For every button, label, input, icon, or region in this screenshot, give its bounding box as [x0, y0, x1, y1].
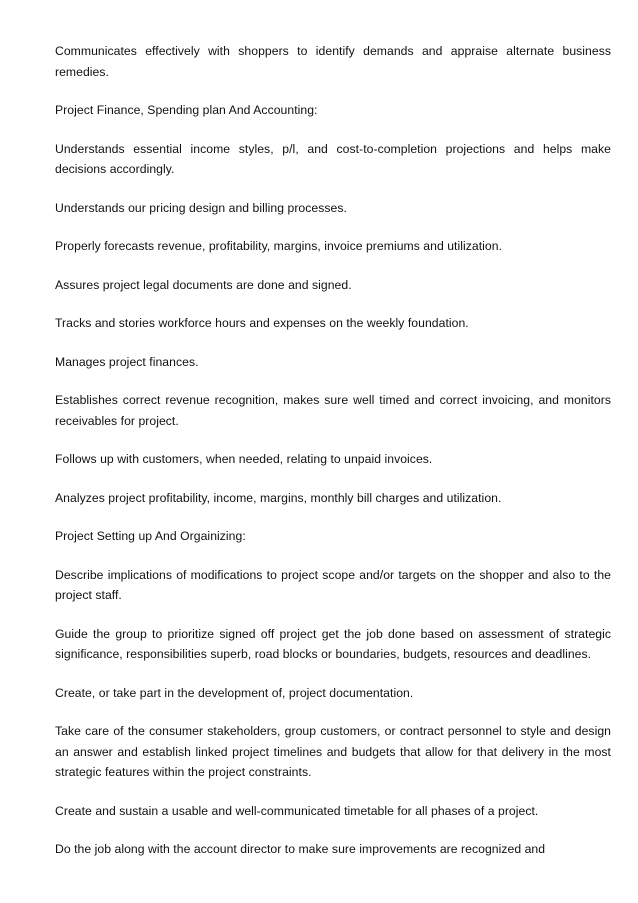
paragraph: Describe implications of modifications to project scope and/or targets on the shopper and also to the project staff.: [55, 567, 611, 602]
paragraph: Take care of the consumer stakeholders, group customers, or contract personnel to style and design an answer and establish linked project timelines and budgets that allow for that delivery in the most strategic features within the project constraints.: [55, 724, 611, 779]
paragraph: Create, or take part in the development of, project documentation.: [55, 685, 414, 700]
paragraph: Assures project legal documents are done and signed.: [55, 277, 352, 292]
paragraph: Do the job along with the account director to make sure improvements are recognized and: [55, 842, 546, 856]
paragraph: Properly forecasts revenue, profitability, margins, invoice premiums and utilization.: [55, 239, 503, 253]
paragraph: Follows up with customers, when needed, relating to unpaid invoices.: [55, 452, 433, 466]
paragraph: Understands our pricing design and billing processes.: [55, 200, 347, 215]
paragraph: Establishes correct revenue recognition, makes sure well timed and correct invoicing, and monitors receivables for project.: [55, 393, 611, 428]
paragraph: Communicates effectively with shoppers to identify demands and appraise alternate business remedies.: [55, 44, 611, 79]
paragraph: Create and sustain a usable and well-communicated timetable for all phases of a project.: [55, 803, 539, 818]
paragraph: Tracks and stories workforce hours and expenses on the weekly foundation.: [55, 316, 469, 330]
paragraph: Understands essential income styles, p/l, and cost-to-completion projections and helps make decisions accordingly.: [55, 141, 611, 176]
paragraph: Analyzes project profitability, income, margins, monthly bill charges and utilization.: [55, 490, 502, 505]
section-heading: Project Setting up And Orgainizing:: [55, 529, 246, 543]
paragraph: Guide the group to prioritize signed off project get the job done based on assessment of strategic significance, responsibilities superb, road blocks or boundaries, budgets, resources and deadlines.: [55, 626, 611, 661]
section-heading: Project Finance, Spending plan And Accounting:: [55, 103, 318, 117]
paragraph: Manages project finances.: [55, 354, 199, 369]
document-page: [55, 41, 611, 878]
